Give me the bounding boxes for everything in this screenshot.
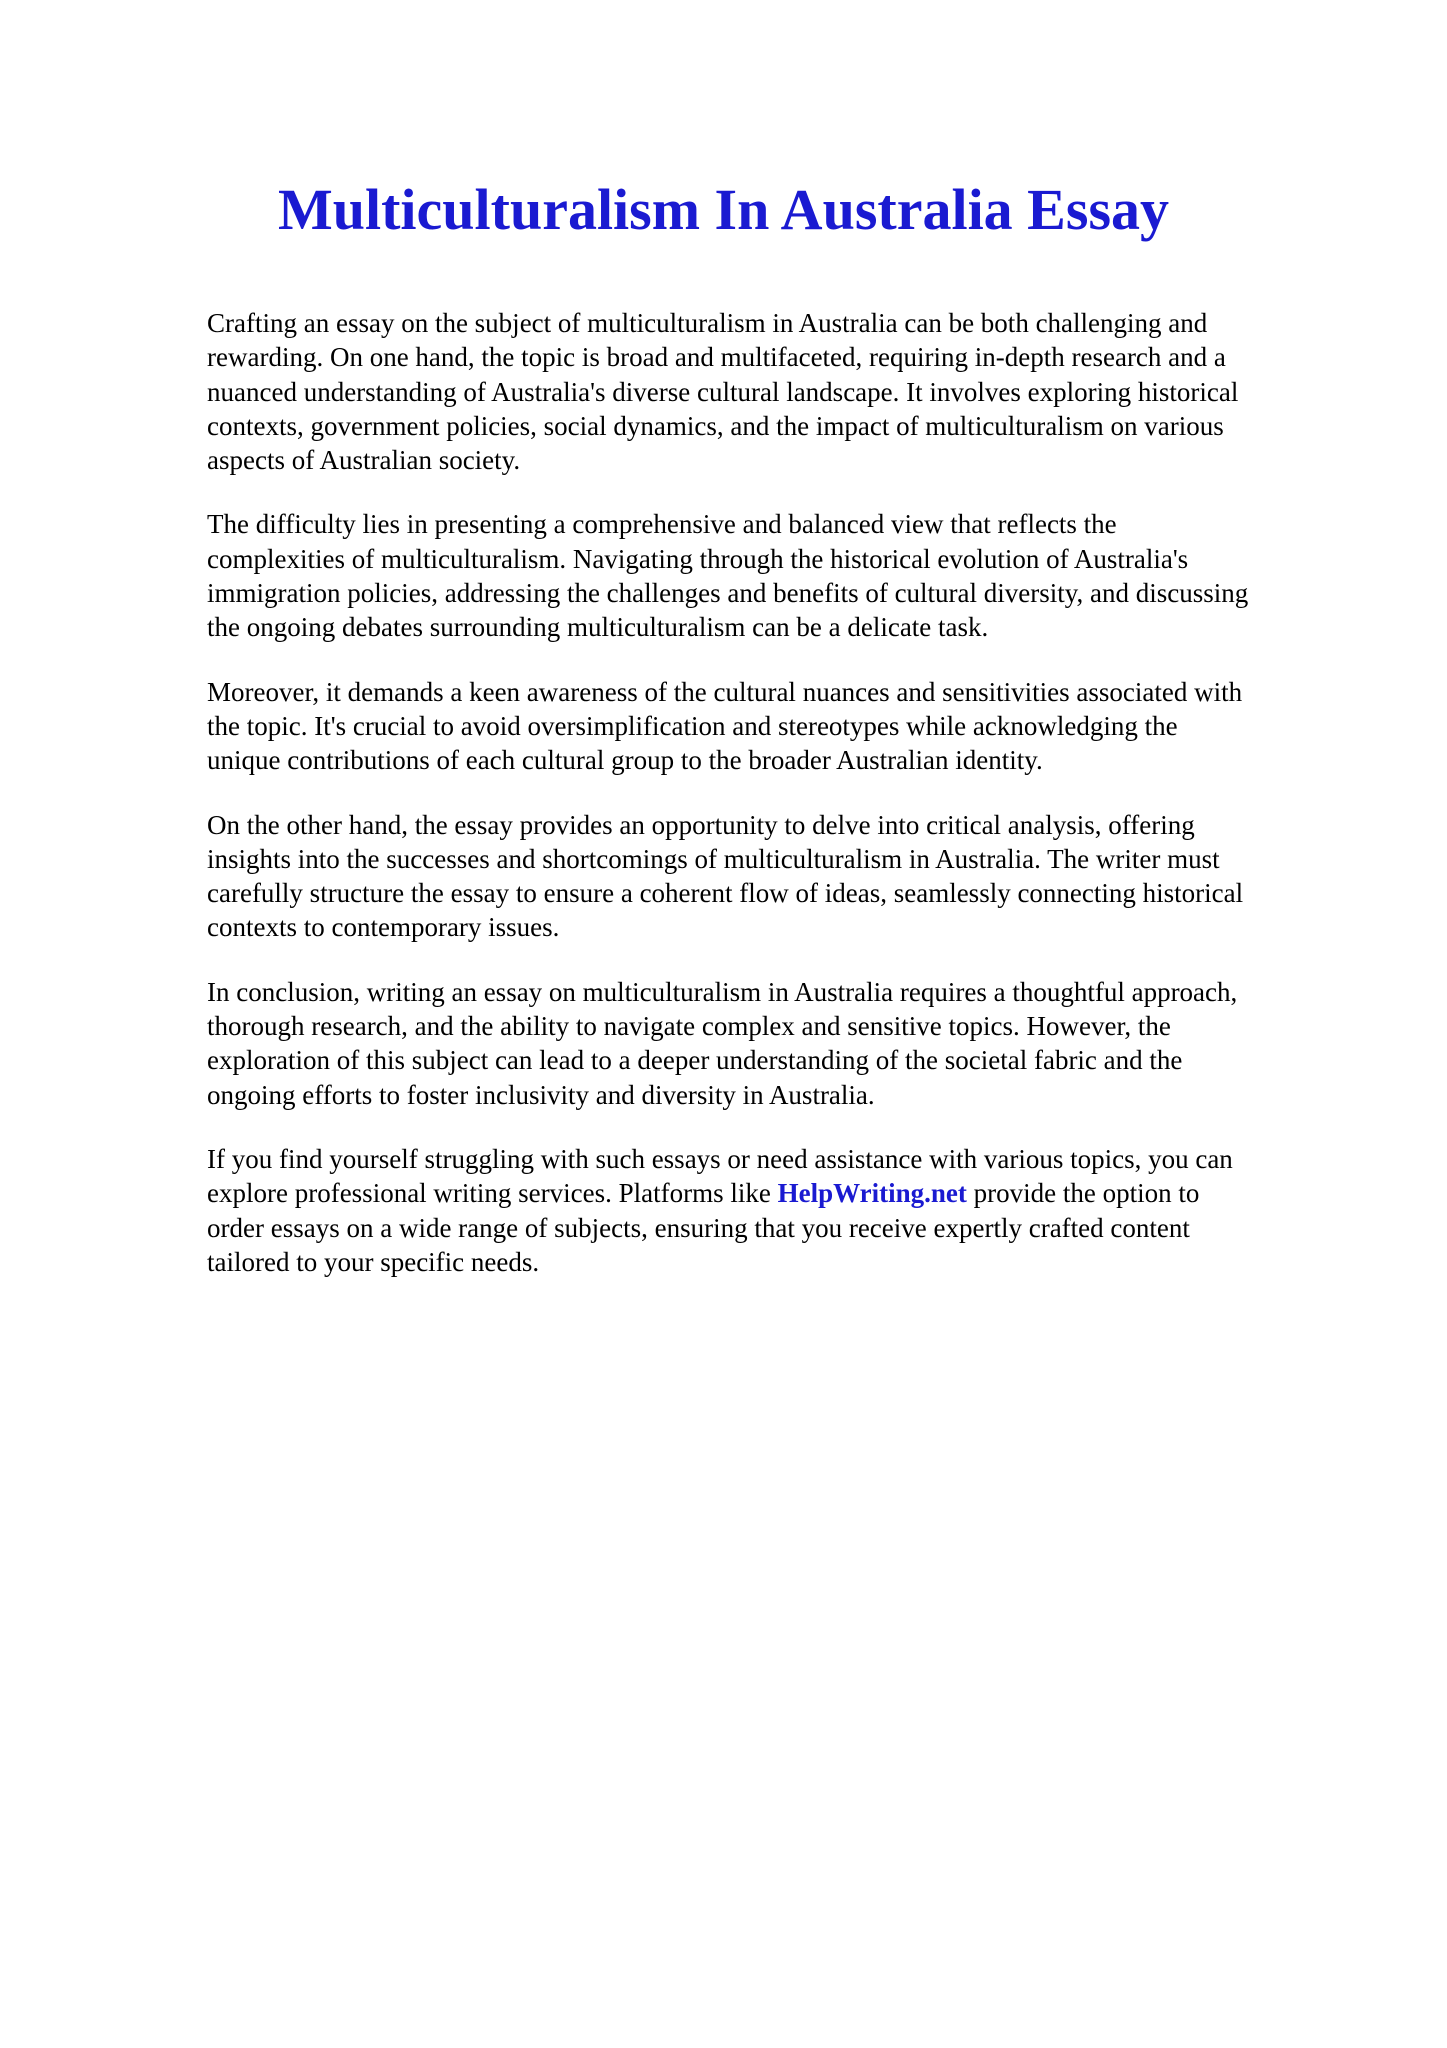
text-line: tailored to your specific needs.: [207, 1246, 540, 1277]
text-line: Moreover, it demands a keen awareness of the cultural nuances and sensitivities associated with: [207, 676, 1243, 707]
text-segment: explore professional writing services. Platforms like: [207, 1178, 778, 1209]
text-segment: provide the option to: [966, 1178, 1200, 1209]
text-line: Crafting an essay on the subject of multiculturalism in Australia can be both challenging and: [207, 308, 1208, 338]
text-line: contexts, government policies, social dynamics, and the impact of multiculturalism on various: [207, 410, 1224, 441]
text-line: contexts to contemporary issues.: [207, 912, 560, 943]
text-line: thorough research, and the ability to navigate complex and sensitive topics. However, the: [207, 1011, 1171, 1042]
text-line: exploration of this subject can lead to a deeper understanding of the societal fabric and the: [207, 1045, 1183, 1076]
text-line: the topic. It's crucial to avoid oversimplification and stereotypes while acknowledging the: [207, 710, 1178, 741]
text-line: nuanced understanding of Australia's diverse cultural landscape. It involves exploring historical: [207, 376, 1239, 407]
text-line: If you find yourself struggling with such essays or need assistance with various topics, you can: [207, 1143, 1233, 1174]
text-line: the ongoing debates surrounding multiculturalism can be a delicate task.: [207, 612, 989, 643]
text-line: ongoing efforts to foster inclusivity and diversity in Australia.: [207, 1079, 875, 1110]
text-line: In conclusion, writing an essay on multiculturalism in Australia requires a thoughtful approach,: [207, 976, 1238, 1007]
text-line: immigration policies, addressing the challenges and benefits of cultural diversity, and discussing: [207, 578, 1249, 609]
text-line: complexities of multiculturalism. Navigating through the historical evolution of Australia's: [207, 543, 1189, 574]
text-line: On the other hand, the essay provides an opportunity to delve into critical analysis, offering: [207, 809, 1195, 840]
text-line: rewarding. On one hand, the topic is broad and multifaceted, requiring in-depth research and a: [207, 342, 1226, 373]
paragraph-intro: [207, 306, 1347, 477]
page-title: Multiculturalism In Australia Essay: [277, 177, 1170, 242]
paragraph-analysis: [207, 808, 1347, 945]
text-line: order essays on a wide range of subjects, ensuring that you receive expertly crafted content: [207, 1212, 1190, 1243]
text-line: unique contributions of each cultural group to the broader Australian identity.: [207, 745, 1043, 776]
text-line: aspects of Australian society.: [207, 445, 521, 476]
text-line: insights into the successes and shortcomings of multiculturalism in Australia. The writer must: [207, 843, 1220, 874]
text-line: carefully structure the essay to ensure a coherent flow of ideas, seamlessly connecting historical: [207, 878, 1244, 909]
text-line-with-link: [207, 1176, 1347, 1210]
text-line: The difficulty lies in presenting a comprehensive and balanced view that reflects the: [207, 509, 1117, 540]
paragraph-awareness: [207, 675, 1347, 778]
paragraph-difficulty: [207, 507, 1347, 644]
paragraph-conclusion: [207, 975, 1347, 1112]
helpwriting-link[interactable]: HelpWriting.net: [777, 1178, 967, 1209]
essay-body: [207, 306, 1347, 1309]
paragraph-closing: [207, 1142, 1347, 1279]
